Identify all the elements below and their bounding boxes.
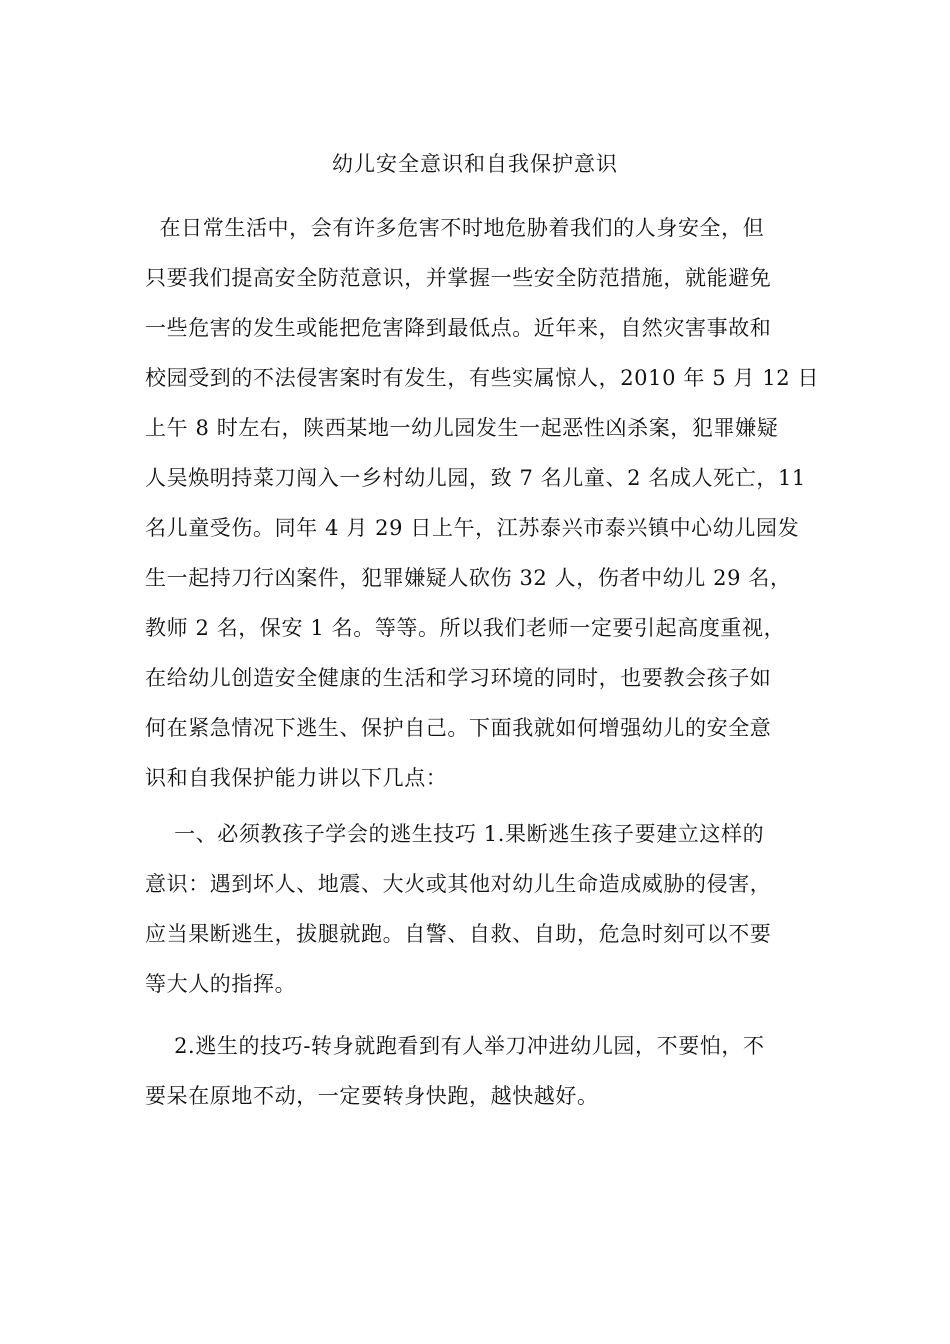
paragraph-line: 意识：遇到坏人、地震、大火或其他对幼儿生命造成威胁的侵害， <box>145 872 772 896</box>
paragraph-line: 2.逃生的技巧-转身就跑看到有人举刀冲进幼儿园，不要怕，不 <box>145 1034 765 1058</box>
document-title: 幼儿安全意识和自我保护意识 <box>332 152 618 176</box>
paragraph-line: 识和自我保护能力讲以下几点： <box>145 766 448 790</box>
paragraph-line: 人吴焕明持菜刀闯入一乡村幼儿园，致 7 名儿童、2 名成人死亡，11 <box>145 466 806 490</box>
paragraph-line: 生一起持刀行凶案件，犯罪嫌疑人砍伤 32 人，伤者中幼儿 29 名， <box>145 566 792 590</box>
paragraph-line: 在给幼儿创造安全健康的生活和学习环境的同时，也要教会孩子如 <box>145 666 772 690</box>
paragraph-line: 要呆在原地不动，一定要转身快跑，越快越好。 <box>145 1084 599 1108</box>
paragraph-line: 何在紧急情况下逃生、保护自己。下面我就如何增强幼儿的安全意 <box>145 716 772 740</box>
paragraph-line: 一、必须教孩子学会的逃生技巧 1.果断逃生孩子要建立这样的 <box>145 822 765 846</box>
paragraph-line: 等大人的指挥。 <box>145 972 297 996</box>
paragraph-line: 上午 8 时左右，陕西某地一幼儿园发生一起恶性凶杀案，犯罪嫌疑 <box>145 416 779 440</box>
paragraph-line: 只要我们提高安全防范意识，并掌握一些安全防范措施，就能避免 <box>145 266 772 290</box>
paragraph-line: 在日常生活中，会有许多危害不时地危胁着我们的人身安全，但 <box>145 216 765 240</box>
paragraph-line: 一些危害的发生或能把危害降到最低点。近年来，自然灾害事故和 <box>145 316 772 340</box>
paragraph-line: 应当果断逃生，拔腿就跑。自警、自救、自助，危急时刻可以不要 <box>145 922 772 946</box>
paragraph-line: 校园受到的不法侵害案时有发生，有些实属惊人，2010 年 5 月 12 日 <box>145 366 820 390</box>
paragraph-line: 教师 2 名，保安 1 名。等等。所以我们老师一定要引起高度重视， <box>145 616 786 640</box>
paragraph-line: 名儿童受伤。同年 4 月 29 日上午，江苏泰兴市泰兴镇中心幼儿园发 <box>145 516 800 540</box>
